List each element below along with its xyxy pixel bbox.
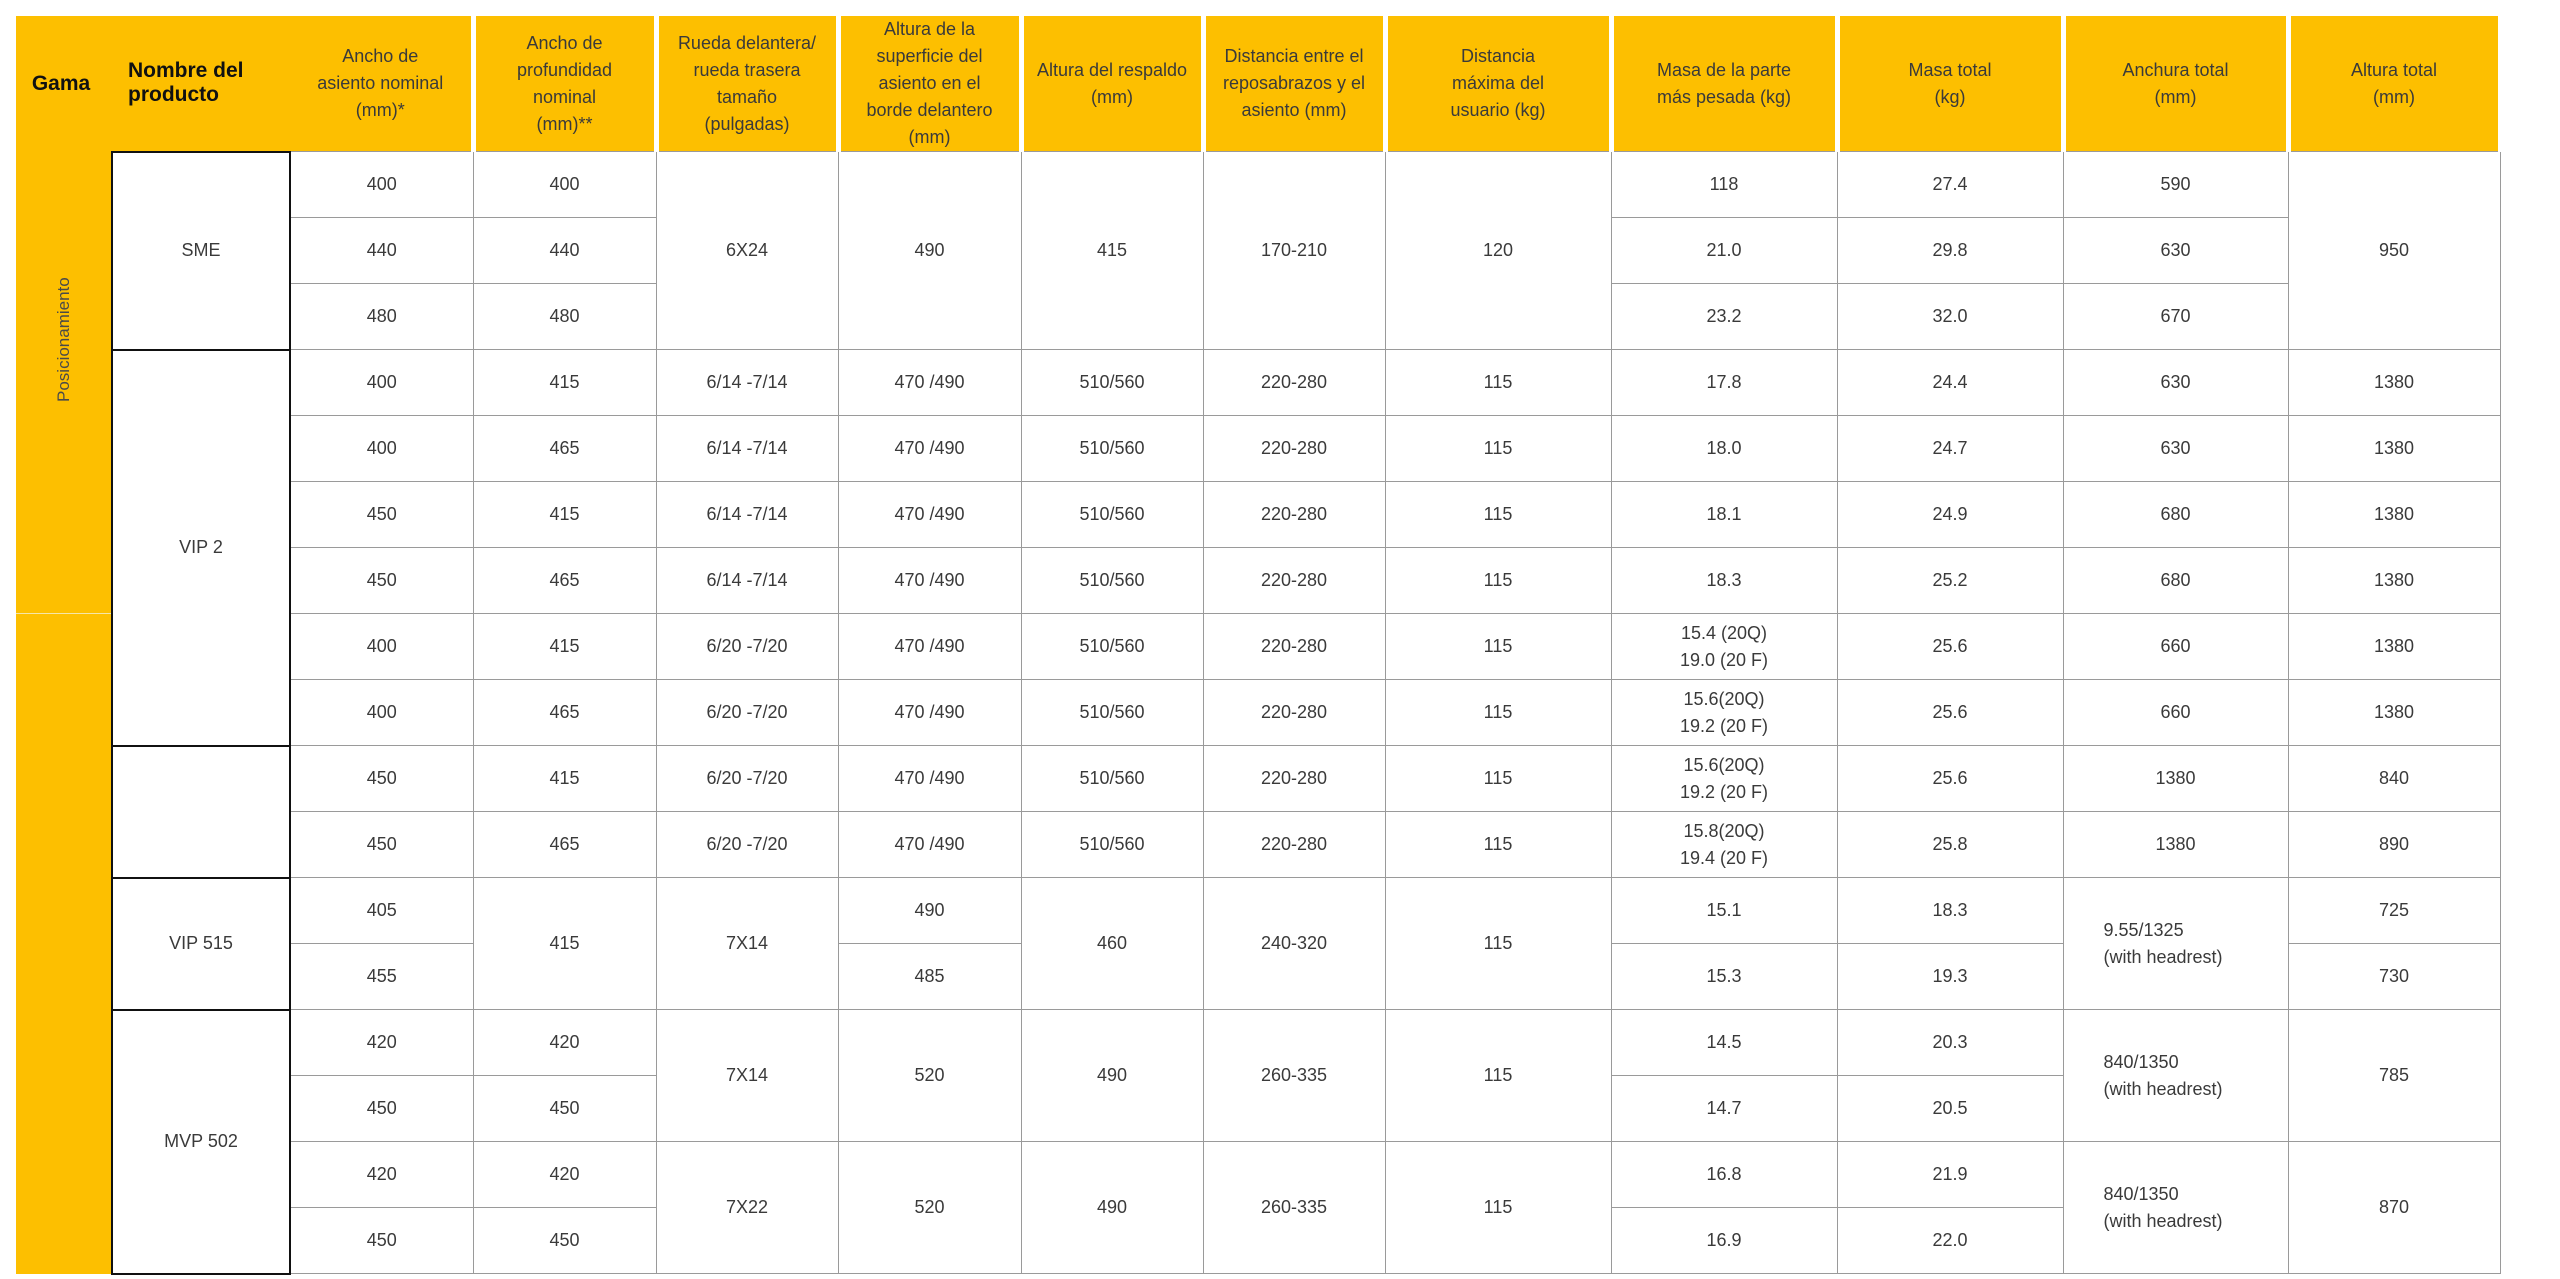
- backrest-height-cell: 510/560: [1021, 746, 1203, 812]
- seat-width-cell: 405: [290, 878, 473, 944]
- product-name: SME: [112, 152, 290, 350]
- total-height-cell: 950: [2288, 152, 2500, 350]
- total-height-cell: 1380: [2288, 350, 2500, 416]
- total-width-cell: 630: [2063, 350, 2288, 416]
- total-width-cell: 660: [2063, 680, 2288, 746]
- wheel-size-cell: 6/14 -7/14: [656, 350, 838, 416]
- wheel-size-cell: 7X22: [656, 1142, 838, 1274]
- seat-depth-cell: 465: [473, 680, 656, 746]
- armrest-distance-cell: 170-210: [1203, 152, 1385, 350]
- seat-width-cell: 450: [290, 1076, 473, 1142]
- heaviest-part-cell: 16.9: [1611, 1208, 1837, 1274]
- seat-height-cell: 490: [838, 878, 1021, 944]
- total-width-cell: 1380: [2063, 812, 2288, 878]
- seat-depth-cell: 450: [473, 1076, 656, 1142]
- seat-width-cell: 420: [290, 1010, 473, 1076]
- seat-depth-cell: 415: [473, 614, 656, 680]
- seat-width-cell: 450: [290, 746, 473, 812]
- backrest-height-cell: 510/560: [1021, 482, 1203, 548]
- armrest-distance-cell: 220-280: [1203, 680, 1385, 746]
- total-width-cell: 680: [2063, 482, 2288, 548]
- armrest-distance-cell: 220-280: [1203, 746, 1385, 812]
- max-user-cell: 115: [1385, 1010, 1611, 1142]
- total-width-cell: 660: [2063, 614, 2288, 680]
- wheel-size-cell: 6X24: [656, 152, 838, 350]
- max-user-cell: 120: [1385, 152, 1611, 350]
- armrest-distance-cell: 220-280: [1203, 350, 1385, 416]
- seat-width-cell: 450: [290, 1208, 473, 1274]
- total-width-cell: 630: [2063, 218, 2288, 284]
- total-height-cell: 890: [2288, 812, 2500, 878]
- total-height-cell: 785: [2288, 1010, 2500, 1142]
- total-mass-cell: 25.8: [1837, 812, 2063, 878]
- heaviest-part-cell: 14.5: [1611, 1010, 1837, 1076]
- armrest-distance-cell: 260-335: [1203, 1010, 1385, 1142]
- seat-width-cell: 450: [290, 482, 473, 548]
- product-name: VIP 2: [112, 350, 290, 746]
- max-user-cell: 115: [1385, 416, 1611, 482]
- table-row: [16, 152, 2500, 218]
- heaviest-part-cell: 23.2: [1611, 284, 1837, 350]
- max-user-cell: 115: [1385, 614, 1611, 680]
- total-height-cell: 1380: [2288, 416, 2500, 482]
- total-width-cell: 9.55/1325 (with headrest): [2063, 878, 2288, 1010]
- backrest-height-cell: 510/560: [1021, 548, 1203, 614]
- backrest-height-cell: 415: [1021, 152, 1203, 350]
- total-width-cell: 840/1350 (with headrest): [2063, 1010, 2288, 1142]
- wheel-size-cell: 6/14 -7/14: [656, 548, 838, 614]
- table-row: [16, 746, 2500, 812]
- heaviest-part-cell: 14.7: [1611, 1076, 1837, 1142]
- seat-height-cell: 470 /490: [838, 812, 1021, 878]
- total-width-cell: 840/1350 (with headrest): [2063, 1142, 2288, 1274]
- armrest-distance-cell: 220-280: [1203, 482, 1385, 548]
- armrest-distance-cell: 220-280: [1203, 416, 1385, 482]
- seat-depth-cell: 450: [473, 1208, 656, 1274]
- table-row: [16, 416, 2500, 482]
- seat-width-cell: 440: [290, 218, 473, 284]
- max-user-cell: 115: [1385, 1142, 1611, 1274]
- seat-height-cell: 520: [838, 1010, 1021, 1142]
- wheel-size-cell: 6/20 -7/20: [656, 614, 838, 680]
- seat-height-cell: 485: [838, 944, 1021, 1010]
- total-mass-cell: 29.8: [1837, 218, 2063, 284]
- header-heaviest-part: Masa de la parte más pesada (kg): [1611, 16, 1837, 152]
- max-user-cell: 115: [1385, 680, 1611, 746]
- backrest-height-cell: 460: [1021, 878, 1203, 1010]
- total-mass-cell: 18.3: [1837, 878, 2063, 944]
- total-mass-cell: 21.9: [1837, 1142, 2063, 1208]
- table-row: [16, 614, 2500, 680]
- header-seat-width: Ancho de asiento nominal (mm)*: [290, 16, 473, 152]
- header-total-width: Anchura total (mm): [2063, 16, 2288, 152]
- total-width-cell: 590: [2063, 152, 2288, 218]
- heaviest-part-cell: 15.6(20Q) 19.2 (20 F): [1611, 680, 1837, 746]
- wheel-size-cell: 6/20 -7/20: [656, 680, 838, 746]
- backrest-height-cell: 490: [1021, 1010, 1203, 1142]
- heaviest-part-cell: 118: [1611, 152, 1837, 218]
- seat-depth-cell: 465: [473, 548, 656, 614]
- seat-height-cell: 470 /490: [838, 746, 1021, 812]
- gama-cell: [16, 614, 112, 1274]
- seat-depth-cell: 480: [473, 284, 656, 350]
- heaviest-part-cell: 18.1: [1611, 482, 1837, 548]
- total-mass-cell: 25.6: [1837, 746, 2063, 812]
- total-mass-cell: 24.7: [1837, 416, 2063, 482]
- seat-height-cell: 470 /490: [838, 482, 1021, 548]
- table-row: [16, 878, 2500, 944]
- seat-height-cell: 470 /490: [838, 614, 1021, 680]
- total-mass-cell: 20.3: [1837, 1010, 2063, 1076]
- total-height-cell: 1380: [2288, 614, 2500, 680]
- armrest-distance-cell: 220-280: [1203, 614, 1385, 680]
- total-width-cell: 680: [2063, 548, 2288, 614]
- heaviest-part-cell: 17.8: [1611, 350, 1837, 416]
- header-row: [16, 16, 2500, 152]
- total-height-cell: 1380: [2288, 482, 2500, 548]
- header-wheel-size: Rueda delantera/ rueda trasera tamaño (pulgadas): [656, 16, 838, 152]
- seat-height-cell: 470 /490: [838, 680, 1021, 746]
- header-total-height: Altura total (mm): [2288, 16, 2500, 152]
- table-row: [16, 350, 2500, 416]
- heaviest-part-cell: 16.8: [1611, 1142, 1837, 1208]
- table-row: [16, 482, 2500, 548]
- total-mass-cell: 19.3: [1837, 944, 2063, 1010]
- seat-depth-cell: 440: [473, 218, 656, 284]
- max-user-cell: 115: [1385, 746, 1611, 812]
- total-mass-cell: 22.0: [1837, 1208, 2063, 1274]
- backrest-height-cell: 490: [1021, 1142, 1203, 1274]
- backrest-height-cell: 510/560: [1021, 812, 1203, 878]
- table-row: [16, 548, 2500, 614]
- max-user-cell: 115: [1385, 350, 1611, 416]
- seat-width-cell: 400: [290, 614, 473, 680]
- total-height-cell: 730: [2288, 944, 2500, 1010]
- backrest-height-cell: 510/560: [1021, 416, 1203, 482]
- header-backrest-height: Altura del respaldo (mm): [1021, 16, 1203, 152]
- header-total-mass: Masa total (kg): [1837, 16, 2063, 152]
- header-product-name: Nombre del producto: [112, 16, 290, 152]
- total-height-cell: 1380: [2288, 548, 2500, 614]
- gama-label: Posicionamiento: [53, 277, 73, 403]
- armrest-distance-cell: 260-335: [1203, 1142, 1385, 1274]
- seat-depth-cell: 420: [473, 1010, 656, 1076]
- max-user-cell: 115: [1385, 878, 1611, 1010]
- seat-depth-cell: 415: [473, 350, 656, 416]
- total-height-cell: 870: [2288, 1142, 2500, 1274]
- seat-height-cell: 470 /490: [838, 350, 1021, 416]
- total-mass-cell: 24.4: [1837, 350, 2063, 416]
- table-row: [16, 812, 2500, 878]
- heaviest-part-cell: 18.3: [1611, 548, 1837, 614]
- seat-height-cell: 470 /490: [838, 416, 1021, 482]
- wheel-size-cell: 6/14 -7/14: [656, 482, 838, 548]
- max-user-cell: 115: [1385, 812, 1611, 878]
- product-name: VIP 515: [112, 878, 290, 1010]
- total-height-cell: 840: [2288, 746, 2500, 812]
- total-height-cell: 725: [2288, 878, 2500, 944]
- total-mass-cell: 27.4: [1837, 152, 2063, 218]
- wheel-size-cell: 7X14: [656, 1010, 838, 1142]
- total-height-cell: 1380: [2288, 680, 2500, 746]
- seat-depth-cell: 415: [473, 746, 656, 812]
- total-mass-cell: 20.5: [1837, 1076, 2063, 1142]
- max-user-cell: 115: [1385, 548, 1611, 614]
- gama-cell: [16, 152, 112, 614]
- header-max-user: Distancia máxima del usuario (kg): [1385, 16, 1611, 152]
- seat-depth-cell: 420: [473, 1142, 656, 1208]
- heaviest-part-cell: 21.0: [1611, 218, 1837, 284]
- seat-width-cell: 400: [290, 350, 473, 416]
- total-width-cell: 630: [2063, 416, 2288, 482]
- table-row: [16, 1010, 2500, 1076]
- header-gama: Gama: [16, 16, 112, 152]
- seat-height-cell: 490: [838, 152, 1021, 350]
- armrest-distance-cell: 220-280: [1203, 548, 1385, 614]
- seat-width-cell: 400: [290, 416, 473, 482]
- backrest-height-cell: 510/560: [1021, 680, 1203, 746]
- seat-depth-cell: 465: [473, 416, 656, 482]
- total-mass-cell: 32.0: [1837, 284, 2063, 350]
- seat-depth-cell: 415: [473, 878, 656, 1010]
- seat-width-cell: 420: [290, 1142, 473, 1208]
- seat-width-cell: 450: [290, 548, 473, 614]
- seat-height-cell: 520: [838, 1142, 1021, 1274]
- product-name-empty: [112, 746, 290, 878]
- wheel-size-cell: 7X14: [656, 878, 838, 1010]
- total-width-cell: 1380: [2063, 746, 2288, 812]
- seat-width-cell: 450: [290, 812, 473, 878]
- header-seat-depth: Ancho de profundidad nominal (mm)**: [473, 16, 656, 152]
- max-user-cell: 115: [1385, 482, 1611, 548]
- armrest-distance-cell: 220-280: [1203, 812, 1385, 878]
- seat-depth-cell: 415: [473, 482, 656, 548]
- header-seat-height: Altura de la superficie del asiento en el borde delantero (mm): [838, 16, 1021, 152]
- heaviest-part-cell: 15.8(20Q) 19.4 (20 F): [1611, 812, 1837, 878]
- total-mass-cell: 25.6: [1837, 614, 2063, 680]
- armrest-distance-cell: 240-320: [1203, 878, 1385, 1010]
- backrest-height-cell: 510/560: [1021, 614, 1203, 680]
- heaviest-part-cell: 15.3: [1611, 944, 1837, 1010]
- heaviest-part-cell: 15.4 (20Q) 19.0 (20 F): [1611, 614, 1837, 680]
- seat-height-cell: 470 /490: [838, 548, 1021, 614]
- heaviest-part-cell: 15.1: [1611, 878, 1837, 944]
- wheel-size-cell: 6/20 -7/20: [656, 812, 838, 878]
- total-mass-cell: 25.6: [1837, 680, 2063, 746]
- backrest-height-cell: 510/560: [1021, 350, 1203, 416]
- seat-width-cell: 480: [290, 284, 473, 350]
- wheel-size-cell: 6/14 -7/14: [656, 416, 838, 482]
- seat-depth-cell: 465: [473, 812, 656, 878]
- total-width-cell: 670: [2063, 284, 2288, 350]
- seat-width-cell: 400: [290, 680, 473, 746]
- table-row: [16, 1142, 2500, 1208]
- table-row: [16, 680, 2500, 746]
- total-mass-cell: 24.9: [1837, 482, 2063, 548]
- spec-table: [16, 16, 2503, 1275]
- seat-width-cell: 400: [290, 152, 473, 218]
- heaviest-part-cell: 18.0: [1611, 416, 1837, 482]
- total-mass-cell: 25.2: [1837, 548, 2063, 614]
- seat-width-cell: 455: [290, 944, 473, 1010]
- header-armrest-distance: Distancia entre el reposabrazos y el asiento (mm): [1203, 16, 1385, 152]
- heaviest-part-cell: 15.6(20Q) 19.2 (20 F): [1611, 746, 1837, 812]
- product-name: MVP 502: [112, 1010, 290, 1274]
- seat-depth-cell: 400: [473, 152, 656, 218]
- wheel-size-cell: 6/20 -7/20: [656, 746, 838, 812]
